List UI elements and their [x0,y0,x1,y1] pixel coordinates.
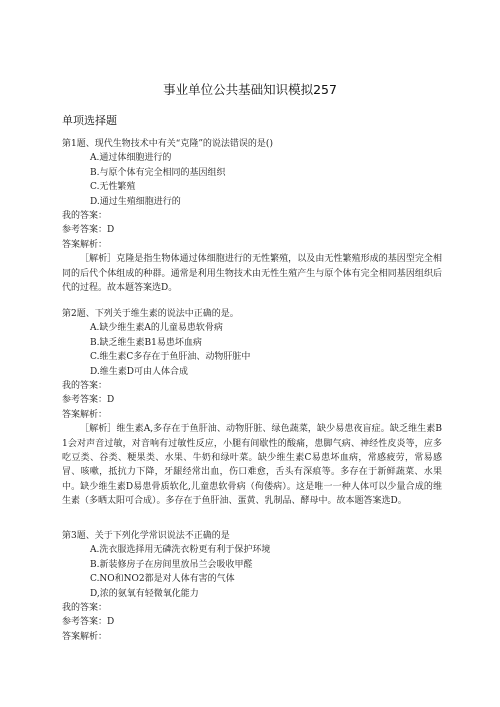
option-d: D.维生素D可由人体合成 [90,366,188,377]
option-c: C.无性繁殖 [90,182,136,193]
option-list [62,321,442,379]
option-c: C.维生素C多存在于鱼肝油、动物肝脏中 [90,352,251,363]
option-d: D.通过生殖细胞进行的 [90,196,181,207]
reference-answer: 参考答案：D [62,617,115,628]
section-title: 单项选择题 [62,114,117,127]
option-list [62,543,442,601]
question-3 [62,529,442,644]
my-answer-label: 我的答案： [62,211,108,222]
question-stem: 第3题、关于下列化学常识说法不正确的是 [62,531,230,541]
option-a: A.通过体细胞进行的 [90,153,172,164]
reference-answer: 参考答案：D [62,395,115,406]
my-answer-label: 我的答案： [62,381,108,392]
option-b: B.缺乏维生素B1易患坏血病 [90,337,202,348]
question-1 [62,137,442,295]
question-stem: 第2题、下列关于维生素的说法中正确的是。 [62,309,239,319]
question-2 [62,307,442,509]
analysis-label: 答案解析： [62,631,108,642]
document-title: 事业单位公共基础知识模拟257 [163,82,337,97]
option-a: A.缺少维生素A的儿童易患软骨病 [90,323,223,334]
analysis-text: ［解析］维生素A,多存在于鱼肝油、动物肝脏、绿色蔬菜，缺少易患夜盲症。缺乏维生素B1会对声音过敏，对音响有过敏性反应，小腿有间歇性的酸痛，患脚气病、神经性皮炎等，应多吃豆类、谷类、粳果类、水果、牛奶和绿叶菜。缺少维生素C易患坏血病，常感疲劳，常易感冒、咳嗽，抵抗力下降，牙龈经常出血，伤口难愈，舌头有深痕等。多存在于新鲜蔬菜、水果中。缺少维生素D易患骨质软化,儿童患软骨病（佝偻病）。这是唯一一种人体可以少量合成的维生素（多晒太阳可合成）。多存在于鱼肝油、蛋黄、乳制品、酵母中。故本题答案选D。 [62,424,442,507]
analysis-text: ［解析］克隆是指生物体通过体细胞进行的无性繁殖，以及由无性繁殖形成的基因型完全相同的后代个体组成的种群。通常是利用生物技术由无性生殖产生与原个体有完全相同基因组织后代的过程。故本题答案选D。 [62,254,442,294]
option-c: C.NO和NO2都是对人体有害的气体 [90,574,235,585]
my-answer-label: 我的答案： [62,603,108,614]
reference-answer: 参考答案：D [62,225,115,236]
option-a: A.洗衣服选择用无磷洗衣粉更有利于保护环境 [90,545,271,556]
option-list [62,151,442,209]
analysis-label: 答案解析： [62,239,108,250]
option-b: B.新装修房子在房间里放吊兰会吸收甲醛 [90,559,253,570]
question-stem: 第1题、现代生物技术中有关“克隆”的说法错误的是() [62,139,273,149]
analysis-label: 答案解析： [62,409,108,420]
option-d: D,浓的氨氧有轻微氧化能力 [90,588,199,599]
option-b: B.与原个体有完全相同的基因组织 [90,167,226,178]
